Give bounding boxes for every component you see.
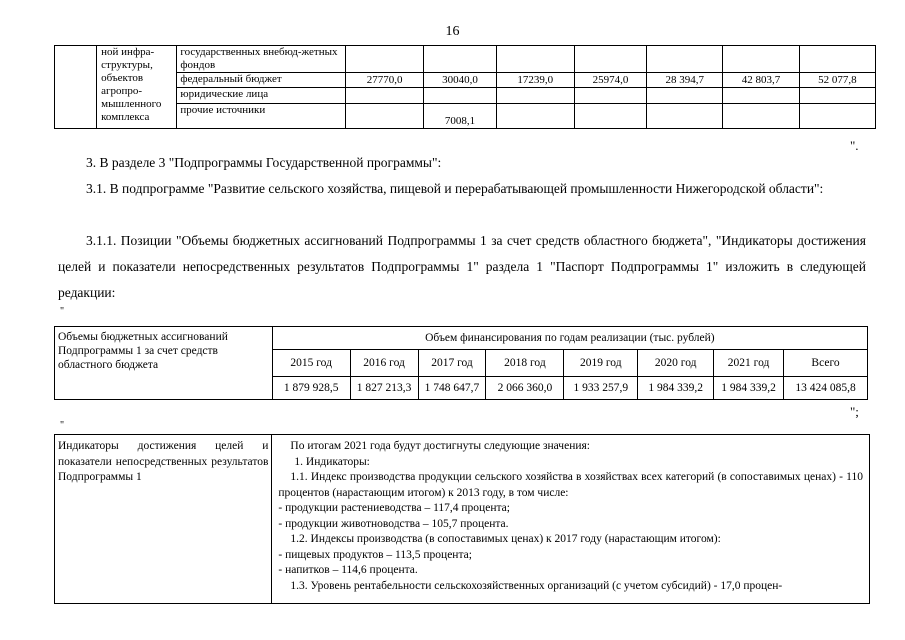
year-header: 2018 год: [486, 350, 564, 377]
object-line: объектов: [101, 72, 144, 84]
value-cell: [346, 46, 424, 73]
value-cell: [723, 46, 799, 73]
value-cell: [346, 104, 424, 129]
value-cell: [496, 46, 574, 73]
total-value: 13 424 085,8: [784, 377, 868, 400]
value-cell: [799, 46, 875, 73]
year-header: 2016 год: [350, 350, 418, 377]
value-cell: [574, 104, 646, 129]
value-cell: 28 394,7: [647, 73, 723, 88]
value-cell: [647, 88, 723, 104]
paragraph-positions: 3.1.1. Позиции "Объемы бюджетных ассигнований Подпрограммы 1 за счет средств областного бюджета", "Индикаторы достижения целей и показатели непосредственных результатов Подпрограммы 1" раздела 1 "Паспорт Подпрограммы 1" изложить в следующей редакции:: [58, 233, 866, 300]
value-cell: [723, 88, 799, 104]
funding-sources-table: [54, 45, 876, 129]
indicator-line: - продукции животноводства – 105,7 процента.: [278, 517, 509, 530]
source-label: юридические лица: [177, 88, 346, 104]
value-cell: [574, 46, 646, 73]
year-header: 2017 год: [418, 350, 486, 377]
value-cell: 52 077,8: [799, 73, 875, 88]
indicator-line: По итогам 2021 года будут достигнуты следующие значения:: [290, 440, 590, 452]
year-value: 1 984 339,2: [638, 377, 714, 400]
indicators-table: [54, 434, 870, 604]
year-value: 1 827 213,3: [350, 377, 418, 400]
source-label: прочие источники: [177, 104, 346, 129]
value-cell: [799, 104, 875, 129]
value-cell: [574, 88, 646, 104]
year-header: 2015 год: [272, 350, 350, 377]
value-cell: [723, 104, 799, 129]
indicator-line: 1.1. Индекс производства продукции сельского хозяйства в хозяйствах всех категорий (в сопоставимых ценах) - 110 процентов (нарастающим итогом) к 2013 году, в том числе:: [278, 471, 863, 499]
opening-quote: ": [60, 420, 65, 431]
object-line: структуры,: [101, 59, 153, 71]
funding-header: Объем финансирования по годам реализации (тыс. рублей): [272, 327, 867, 350]
page-number: 16: [445, 24, 460, 39]
closing-quote: ";: [850, 404, 859, 419]
total-header: Всего: [784, 350, 868, 377]
value-cell: [346, 88, 424, 104]
value-cell: 7008,1: [424, 104, 496, 129]
source-label: государственных внебюд-жетных фондов: [177, 46, 346, 73]
program-object-cell: [97, 46, 177, 129]
value-cell: [496, 88, 574, 104]
value-cell: [647, 104, 723, 129]
opening-quote: ": [60, 306, 65, 317]
indicator-line: - пищевых продуктов – 113,5 процента;: [278, 548, 472, 561]
year-value: 1 748 647,7: [418, 377, 486, 400]
empty-cell: [55, 46, 97, 129]
indicators-content: [272, 435, 870, 604]
budget-allocation-table: [54, 326, 868, 400]
value-cell: [496, 104, 574, 129]
value-cell: [647, 46, 723, 73]
year-header: 2019 год: [564, 350, 638, 377]
value-cell: [799, 88, 875, 104]
closing-quote: ".: [850, 138, 859, 153]
year-value: 1 879 928,5: [272, 377, 350, 400]
indicator-line: - напитков – 114,6 процента.: [278, 564, 418, 576]
value-cell: [424, 46, 496, 73]
value-cell: 42 803,7: [723, 73, 799, 88]
paragraph-section-3: 3. В разделе 3 "Подпрограммы Государственной программы":: [86, 155, 442, 170]
object-line: комплекса: [101, 111, 150, 123]
year-header: 2020 год: [638, 350, 714, 377]
indicator-line: 1. Индикаторы:: [294, 455, 370, 468]
value-cell: 25974,0: [574, 73, 646, 88]
year-header: 2021 год: [714, 350, 784, 377]
budget-label: Объемы бюджетных ассигнований Подпрограммы 1 за счет средств областного бюджета: [55, 327, 273, 400]
value-cell: [424, 88, 496, 104]
indicators-label: Индикаторы достижения целей и показатели непосредственных результатов Подпрограммы 1: [55, 435, 272, 604]
source-label: федеральный бюджет: [177, 73, 346, 88]
value-cell: 17239,0: [496, 73, 574, 88]
indicator-line: 1.2. Индексы производства (в сопоставимых ценах) к 2017 году (нарастающим итогом):: [290, 533, 721, 545]
value-cell: 27770,0: [346, 73, 424, 88]
paragraph-subprogram: 3.1. В подпрограмме "Развитие сельского хозяйства, пищевой и перерабатывающей промышленности Нижегородской области":: [86, 181, 824, 196]
object-line: агропро-: [101, 85, 143, 97]
value-cell: 30040,0: [424, 73, 496, 88]
indicator-line: - продукции растениеводства – 117,4 процента;: [278, 502, 510, 514]
indicator-line: 1.3. Уровень рентабельности сельскохозяйственных организаций (с учетом субсидий) - 17,0 процен-: [290, 579, 783, 592]
object-line: мышленного: [101, 98, 162, 110]
year-value: 1 984 339,2: [714, 377, 784, 400]
year-value: 2 066 360,0: [486, 377, 564, 400]
year-value: 1 933 257,9: [564, 377, 638, 400]
object-line: ной инфра-: [101, 46, 155, 58]
